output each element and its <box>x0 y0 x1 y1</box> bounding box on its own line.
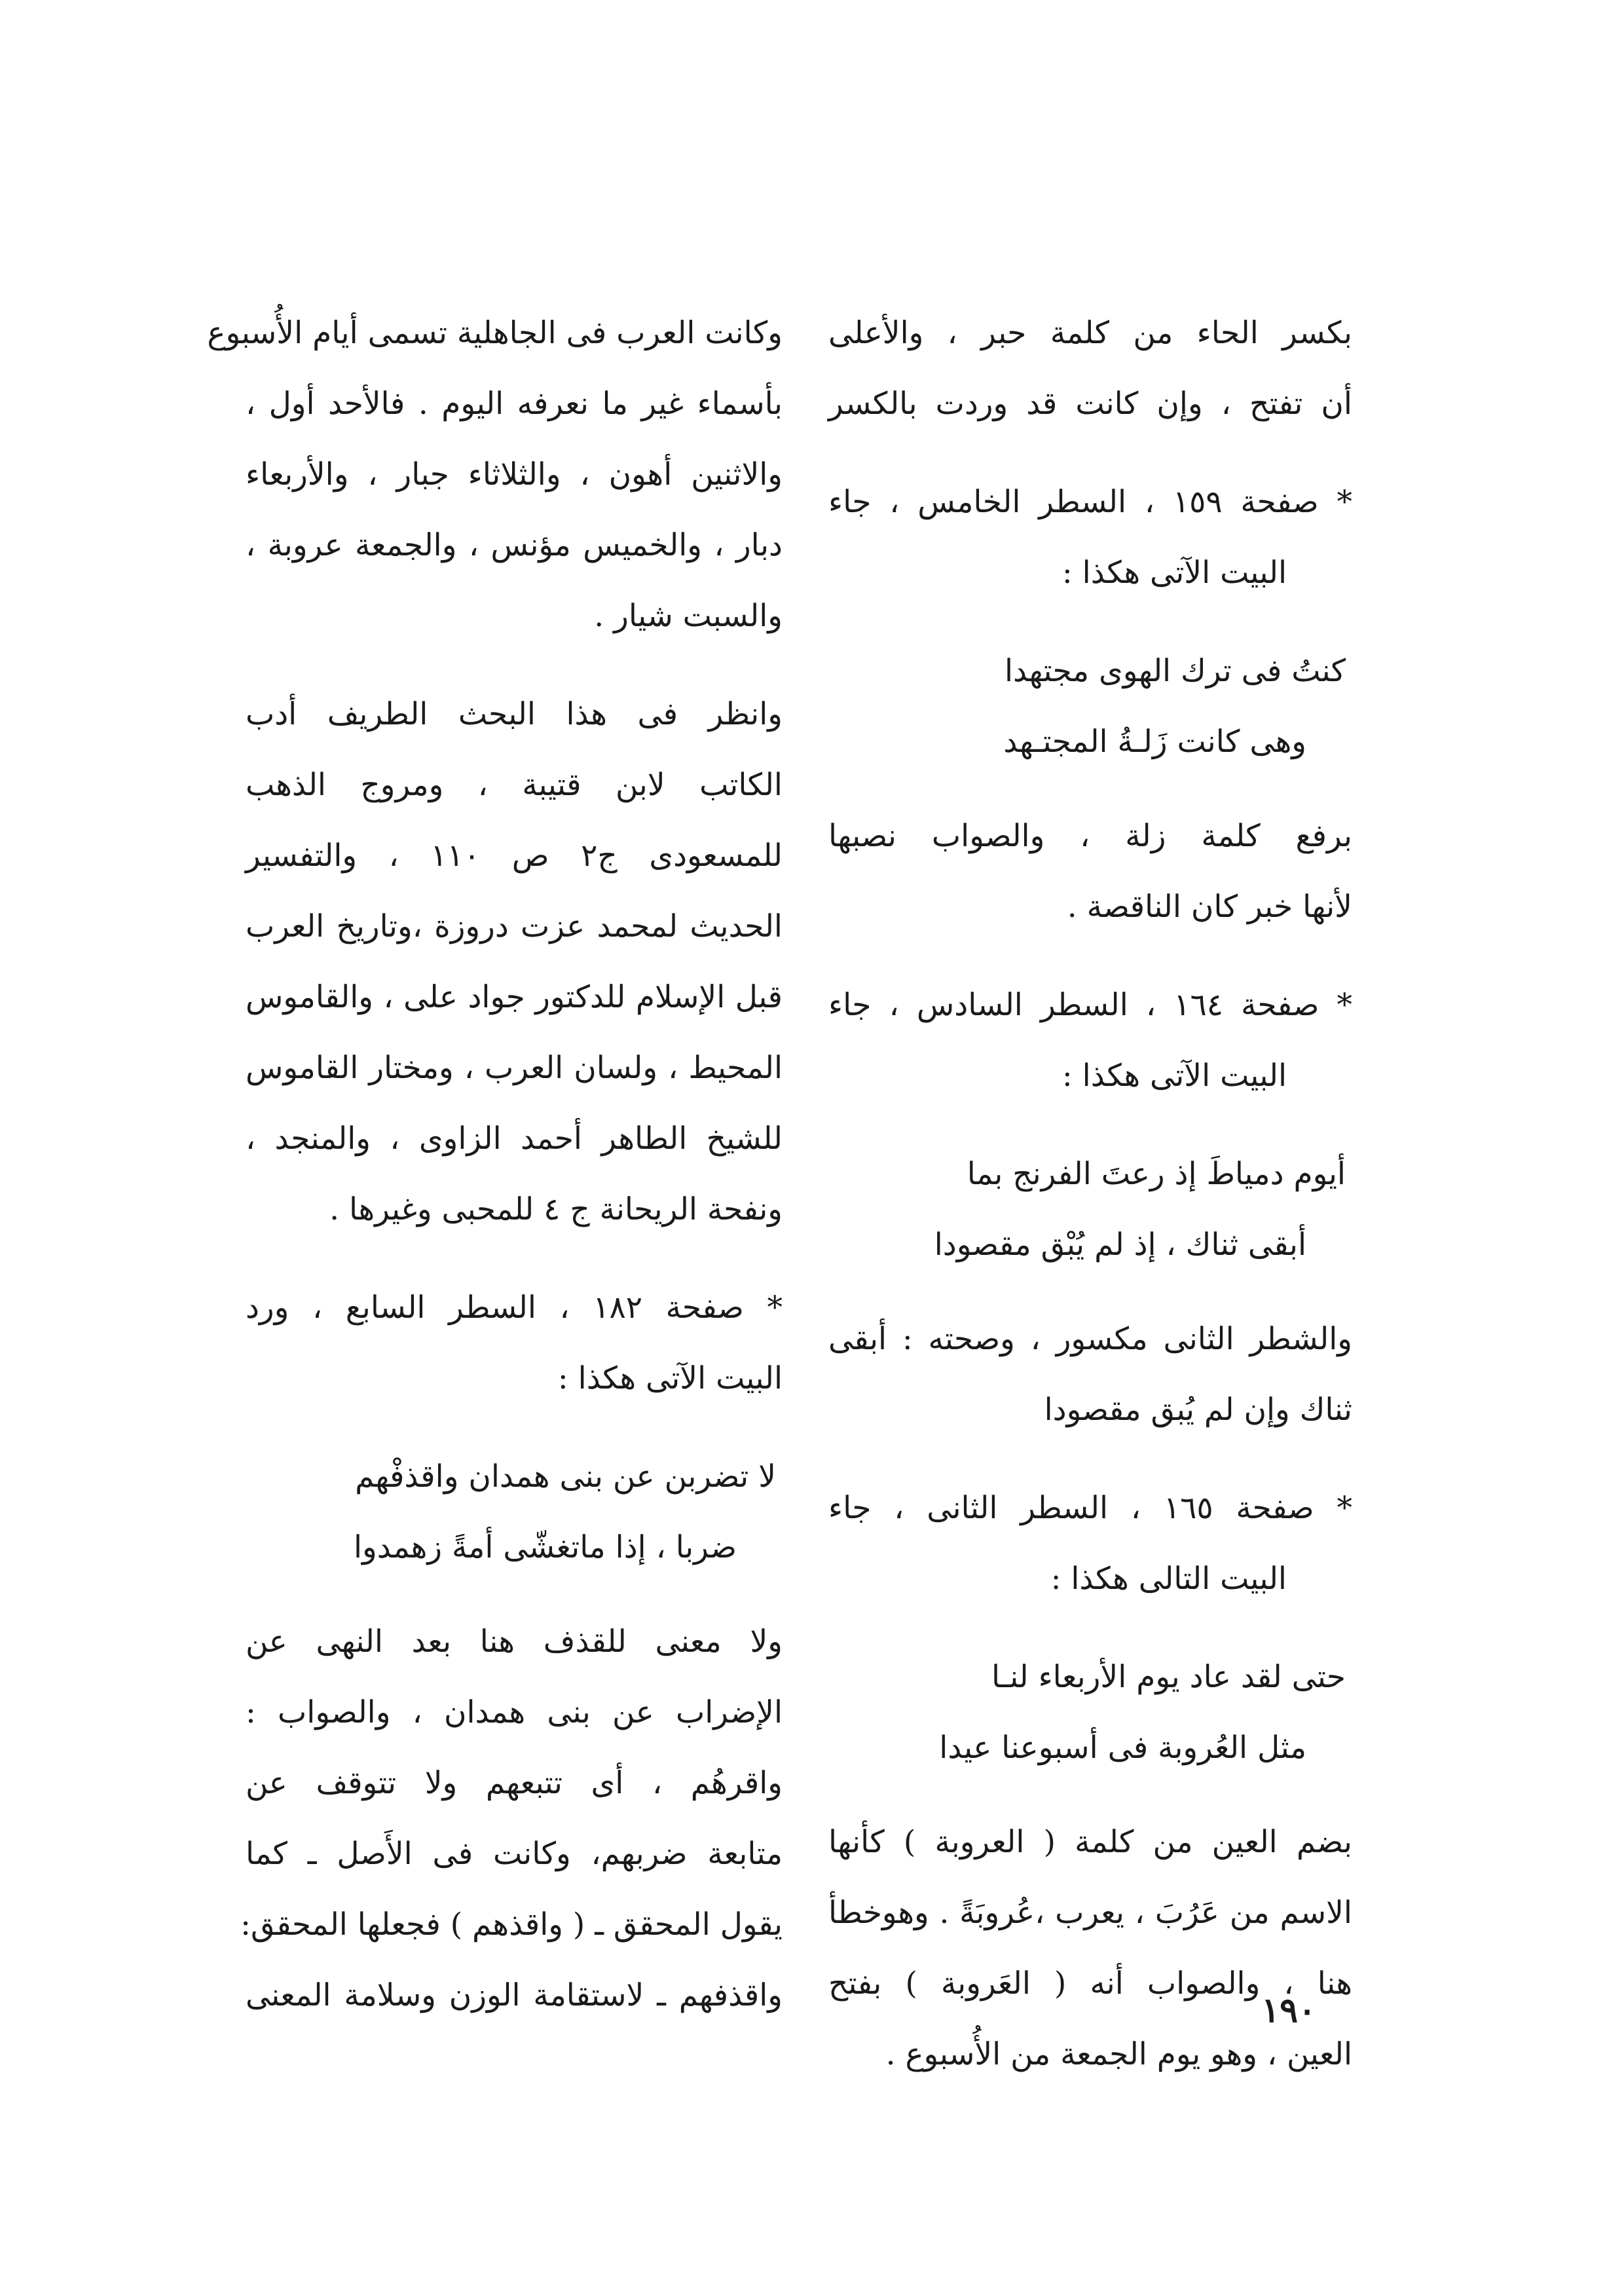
page-number: ١٩٠ <box>1261 1990 1316 2030</box>
text-line: المحيط ، ولسان العرب ، ومختار القاموس <box>246 1050 783 1086</box>
text-line: واقرهُم ، أى تتبعهم ولا تتوقف عن <box>246 1765 783 1801</box>
correction-entry <box>828 467 1352 608</box>
text-line: لأنها خبر كان الناقصة . <box>1067 889 1352 925</box>
verse <box>828 636 1352 777</box>
text-line: ثناك وإن لم يُبق مقصودا <box>1044 1392 1352 1428</box>
verse-hemistich: مثل العُروبة فى أسبوعنا عيدا <box>939 1730 1306 1766</box>
left-column <box>207 298 783 2059</box>
text-line: دبار ، والخميس مؤنس ، والجمعة عروبة ، <box>246 527 783 563</box>
text-line: ولا معنى للقذف هنا بعد النهى عن <box>246 1624 783 1660</box>
verse-hemistich: أبقى ثناك ، إذ لم يُبْق مقصودا <box>934 1227 1306 1263</box>
verse-hemistich: ضربا ، إذا ماتغشّى أمةً زهمدوا <box>353 1529 737 1565</box>
text-line: والاثنين أهون ، والثلاثاء جبار ، والأربعاء <box>246 457 783 493</box>
text-line: ونفحة الريحانة ج ٤ للمحبى وغيرها . <box>329 1191 783 1227</box>
text-line: للمسعودى ج٢ ص ١١٠ ، والتفسير <box>246 838 783 874</box>
text-line: بضم العين من كلمة ( العروبة ) كأنها <box>828 1824 1352 1860</box>
text-line: العين ، وهو يوم الجمعة من الأُسبوع . <box>885 2036 1352 2072</box>
text-line: البيت التالى هكذا : <box>1050 1561 1287 1597</box>
correction-entry <box>828 1473 1352 1614</box>
right-column <box>828 298 1352 2118</box>
text-line: الإضراب عن بنى همدان ، والصواب : <box>246 1694 783 1730</box>
text-line: الحديث لمحمد عزت دروزة ،وتاريخ العرب <box>246 908 783 944</box>
text-line: بكسر الحاء من كلمة حبر ، والأعلى <box>828 315 1352 351</box>
correction-entry <box>246 1273 783 1414</box>
paragraph <box>240 1607 783 2031</box>
paragraph <box>828 1807 1352 2090</box>
text-line: البيت الآتى هكذا : <box>1061 555 1287 591</box>
text-line: والشطر الثانى مكسور ، وصحته : أبقى <box>828 1321 1352 1357</box>
text-line: البيت الآتى هكذا : <box>1061 1058 1287 1094</box>
paragraph <box>246 679 783 1245</box>
verse-hemistich: أيوم دمياطَ إذ رعتَ الفرنج بما <box>967 1156 1346 1192</box>
text-line: يقول المحقق ـ ( واقذهم ) فجعلها المحقق: <box>240 1907 783 1943</box>
text-line: قبل الإسلام للدكتور جواد على ، والقاموس <box>246 979 783 1015</box>
verse-hemistich: وهى كانت زَلـةُ المجتـهد <box>1003 724 1306 760</box>
text-line: * صفحة ١٦٤ ، السطر السادس ، جاء <box>828 987 1352 1023</box>
paragraph <box>828 801 1352 942</box>
verse-hemistich: حتى لقد عاد يوم الأربعاء لنـا <box>991 1659 1346 1695</box>
text-line: الاسم من عَرُبَ ، يعرب ،عُروبَةً . وهوخطأ <box>828 1895 1352 1931</box>
text-line: متابعة ضربهم، وكانت فى الأَصل ـ كما <box>246 1836 783 1872</box>
text-line: هنا ، والصواب أنه ( العَروبة ) بفتح <box>828 1966 1352 2002</box>
text-line: البيت الآتى هكذا : <box>557 1360 783 1396</box>
verse <box>828 1139 1352 1280</box>
text-line: الكاتب لابن قتيبة ، ومروج الذهب <box>246 767 783 803</box>
text-line: وكانت العرب فى الجاهلية تسمى أيام الأُسبوع <box>207 315 783 351</box>
text-line: * صفحة ١٥٩ ، السطر الخامس ، جاء <box>828 484 1352 520</box>
text-line: أن تفتح ، وإن كانت قد وردت بالكسر <box>828 386 1352 422</box>
verse-hemistich: لا تضربن عن بنى همدان واقذفْهم <box>355 1459 776 1495</box>
correction-entry <box>828 970 1352 1111</box>
text-line: للشيخ الطاهر أحمد الزاوى ، والمنجد ، <box>246 1121 783 1157</box>
verse <box>828 1642 1352 1783</box>
paragraph <box>207 298 783 652</box>
verse <box>246 1442 783 1583</box>
paragraph <box>828 1304 1352 1446</box>
text-line: برفع كلمة زلة ، والصواب نصبها <box>828 818 1352 854</box>
text-line: والسبت شيار . <box>594 598 783 634</box>
text-line: * صفحة ١٨٢ ، السطر السابع ، ورد <box>246 1290 783 1326</box>
text-line: * صفحة ١٦٥ ، السطر الثانى ، جاء <box>828 1490 1352 1526</box>
text-line: وانظر فى هذا البحث الطريف أدب <box>246 696 783 732</box>
paragraph <box>828 298 1352 439</box>
text-line: واقذفهم ـ لاستقامة الوزن وسلامة المعنى <box>246 1977 783 2013</box>
verse-hemistich: كنتُ فى ترك الهوى مجتهدا <box>1004 653 1346 689</box>
text-line: بأسماء غير ما نعرفه اليوم . فالأحد أول ، <box>246 386 783 422</box>
